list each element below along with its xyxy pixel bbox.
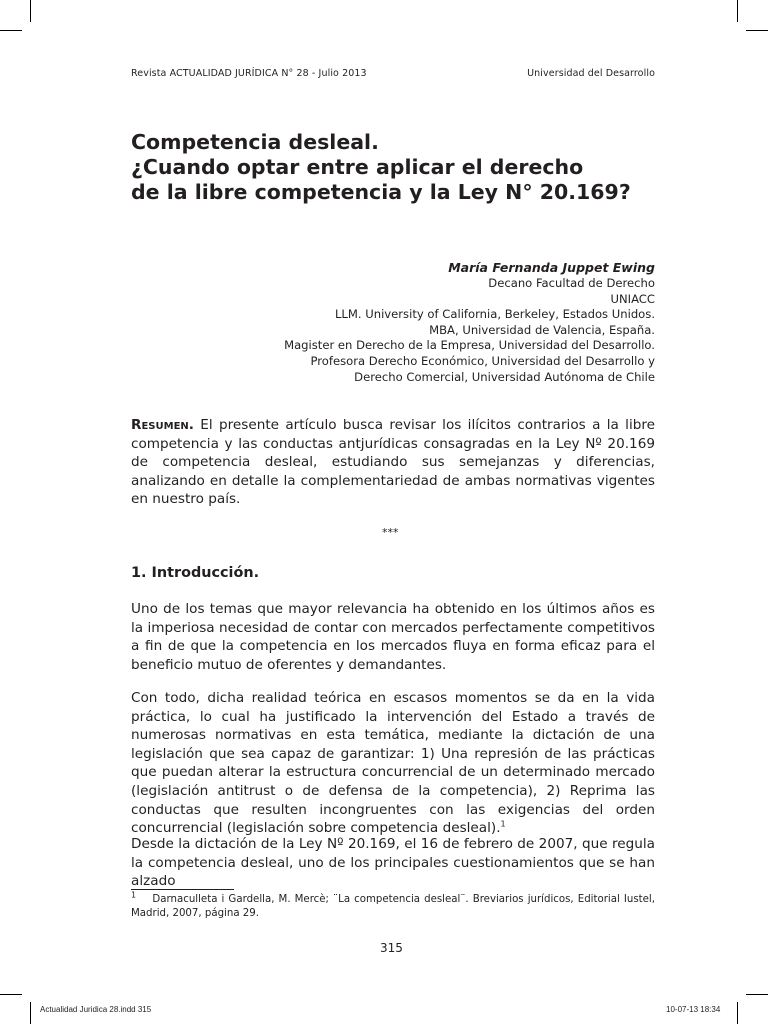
running-header-journal: Revista ACTUALIDAD JURÍDICA N° 28 - Julio 2013 bbox=[131, 68, 367, 79]
author-credential: Profesora Derecho Económico, Universidad del Desarrollo y bbox=[310, 353, 655, 368]
section-separator: *** bbox=[382, 526, 399, 539]
body-paragraph-text: Con todo, dicha realidad teórica en escasos momentos se da en la vida práctica, lo cual ha justificado la intervención del Estado a través de numerosas normativas en esta temática, mediante la dictación de una legislación que sea capaz de garantizar: 1) Una represión de las prácticas que puedan alterar la estructura concurrencial de un determinado mercado (legislación antitrust o de defensa de la competencia), 2) Reprima las conductas que resulten incongruentes con las exigencias del orden concurrencial (legislación sobre competencia desleal). bbox=[131, 690, 655, 837]
footnote-text: Darnaculleta i Gardella, M. Mercè; ¨La competencia desleal¨. Breviarios jurídicos, Editorial Iustel, Madrid, 2007, página 29. bbox=[131, 894, 655, 919]
footnote-number: 1 bbox=[131, 890, 137, 900]
author-credential: Magister en Derecho de la Empresa, Universidad del Desarrollo. bbox=[284, 338, 655, 353]
author-block bbox=[284, 259, 655, 385]
crop-mark bbox=[0, 30, 22, 31]
footnote-divider bbox=[131, 889, 234, 890]
author-credential: UNIACC bbox=[610, 291, 655, 306]
page-number: 315 bbox=[380, 941, 403, 955]
author-credential: Derecho Comercial, Universidad Autónoma de Chile bbox=[354, 369, 655, 384]
footnote-reference[interactable]: 1 bbox=[500, 819, 506, 829]
crop-mark bbox=[30, 0, 31, 22]
crop-mark bbox=[737, 1002, 738, 1024]
title-line: de la libre competencia y la Ley N° 20.169? bbox=[131, 180, 631, 204]
title-line: Competencia desleal. bbox=[131, 130, 379, 154]
crop-mark bbox=[30, 1002, 31, 1024]
abstract-label: Resumen. bbox=[131, 417, 194, 433]
crop-mark bbox=[746, 994, 768, 995]
abstract-text: El presente artículo busca revisar los ilícitos contrarios a la libre competencia y las conductas antjurídicas consagradas en la Ley Nº 20.169 de competencia desleal, estudiando sus semejanzas y diferencias, analizando en detalle la complementariedad de ambas normativas vigentes en nuestro país. bbox=[131, 417, 656, 508]
running-header-university: Universidad del Desarrollo bbox=[527, 68, 655, 79]
section-heading: 1. Introducción. bbox=[131, 565, 260, 581]
author-credential: LLM. University of California, Berkeley, Estados Unidos. bbox=[334, 307, 655, 322]
author-credential: MBA, Universidad de Valencia, España. bbox=[429, 322, 655, 337]
crop-mark bbox=[0, 994, 22, 995]
title-line: ¿Cuando optar entre aplicar el derecho bbox=[131, 155, 584, 179]
body-paragraph bbox=[131, 689, 655, 838]
article-title bbox=[131, 130, 671, 205]
crop-mark bbox=[746, 30, 768, 31]
footnote bbox=[131, 890, 655, 921]
author-name: María Fernanda Juppet Ewing bbox=[448, 260, 655, 275]
print-slug-filename: Actualidad Juridica 28.indd 315 bbox=[40, 1005, 152, 1014]
author-credential: Decano Facultad de Derecho bbox=[488, 276, 655, 290]
abstract-paragraph bbox=[131, 416, 655, 509]
crop-mark bbox=[737, 0, 738, 22]
print-slug-datetime: 10-07-13 18:34 bbox=[666, 1005, 721, 1014]
body-paragraph: Uno de los temas que mayor relevancia ha obtenido en los últimos años es la imperiosa necesidad de contar con mercados perfectamente competitivos a fin de que la competencia en los mercados fluya en forma eficaz para el beneficio mutuo de oferentes y demandantes. bbox=[131, 601, 655, 673]
body-paragraph: Desde la dictación de la Ley Nº 20.169, el 16 de febrero de 2007, que regula la competencia desleal, uno de los principales cuestionamientos que se han alzado bbox=[131, 836, 655, 890]
